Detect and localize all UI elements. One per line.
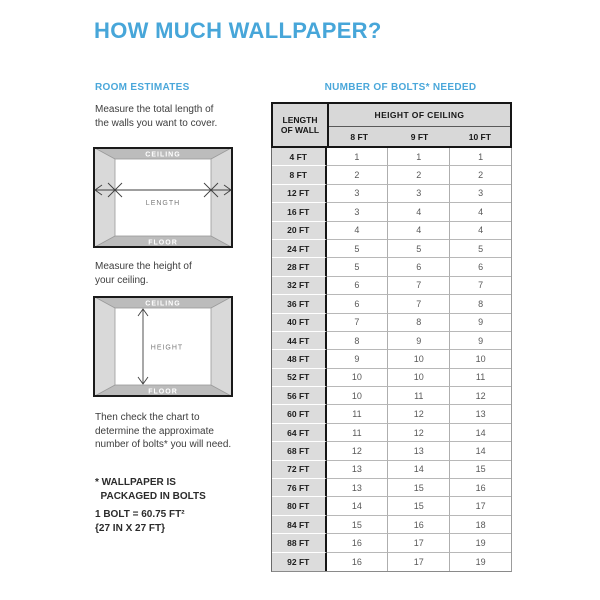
wall-length-cell: 28 FT: [272, 258, 327, 276]
bolt-count-cell: 9: [450, 332, 511, 350]
wall-length-cell: 20 FT: [272, 222, 327, 240]
wall-length-cell: 4 FT: [272, 148, 327, 166]
wall-length-cell: 12 FT: [272, 185, 327, 203]
bolt-count-cell: 15: [388, 497, 450, 515]
bolt-count-cell: 18: [450, 516, 511, 534]
bolt-count-cell: 9: [327, 350, 389, 368]
left-wall: [93, 296, 115, 397]
bolt-count-cell: 13: [327, 461, 389, 479]
wall-length-cell: 44 FT: [272, 332, 327, 350]
bolt-count-cell: 12: [388, 405, 450, 423]
bolt-count-cell: 17: [388, 553, 450, 571]
table-row: [272, 405, 511, 423]
bolt-count-cell: 11: [388, 387, 450, 405]
wall-length-cell: 32 FT: [272, 277, 327, 295]
bolt-count-cell: 15: [327, 516, 389, 534]
table-row: [272, 332, 511, 350]
bolt-count-cell: 19: [450, 553, 511, 571]
bolt-count-cell: 11: [327, 405, 389, 423]
bolt-count-cell: 9: [450, 314, 511, 332]
instruction-check-chart: Then check the chart to determine the approximate number of bolts* you will need.: [95, 412, 232, 450]
wall-length-cell: 40 FT: [272, 314, 327, 332]
wall-length-cell: 88 FT: [272, 534, 327, 552]
wall-length-cell: 68 FT: [272, 442, 327, 460]
bolt-definition: 1 BOLT = 60.75 FT² {27 IN X 27 FT}: [95, 509, 185, 534]
table-row: [272, 314, 511, 332]
table-row: [272, 148, 511, 166]
wall-length-cell: 52 FT: [272, 369, 327, 387]
bolt-count-cell: 15: [450, 461, 511, 479]
bolt-count-cell: 2: [327, 166, 389, 184]
length-label: LENGTH: [145, 200, 181, 207]
bolt-count-cell: 15: [388, 479, 450, 497]
bolt-count-cell: 11: [327, 424, 389, 442]
bolt-count-cell: 9: [388, 332, 450, 350]
table-row: [272, 442, 511, 460]
table-row: [272, 497, 511, 515]
bolt-count-cell: 7: [388, 295, 450, 313]
table-row: [272, 166, 511, 184]
bolt-count-cell: 3: [327, 203, 389, 221]
table-row: [272, 295, 511, 313]
bolt-count-cell: 13: [450, 405, 511, 423]
table-row: [272, 553, 511, 571]
bolt-count-cell: 10: [388, 369, 450, 387]
right-wall: [211, 296, 233, 397]
bolt-count-cell: 14: [327, 497, 389, 515]
table-row: [272, 424, 511, 442]
bolt-count-cell: 4: [388, 203, 450, 221]
bolt-count-cell: 7: [450, 277, 511, 295]
bolt-count-cell: 12: [450, 387, 511, 405]
bolt-count-cell: 5: [327, 258, 389, 276]
table-row: [272, 461, 511, 479]
bolt-count-cell: 4: [388, 222, 450, 240]
bolt-count-cell: 7: [327, 314, 389, 332]
bolt-count-cell: 14: [450, 442, 511, 460]
bolt-count-cell: 12: [388, 424, 450, 442]
table-row: [272, 222, 511, 240]
bolt-count-cell: 5: [450, 240, 511, 258]
wall-length-cell: 8 FT: [272, 166, 327, 184]
bolt-count-cell: 6: [388, 258, 450, 276]
floor-label: FLOOR: [148, 388, 178, 396]
row-header-length-of-wall: LENGTH OF WALL: [273, 104, 329, 146]
instruction-measure-length: Measure the total length of the walls you want to cover.: [95, 104, 218, 129]
wall-length-cell: 36 FT: [272, 295, 327, 313]
bolt-count-cell: 4: [327, 222, 389, 240]
room-height-diagram: [93, 296, 233, 397]
bolt-count-cell: 8: [450, 295, 511, 313]
bolt-count-cell: 4: [450, 203, 511, 221]
bolt-count-cell: 13: [327, 479, 389, 497]
section-title-room-estimates: ROOM ESTIMATES: [95, 82, 190, 93]
bolt-count-cell: 7: [388, 277, 450, 295]
table-row: [272, 185, 511, 203]
bolt-count-cell: 1: [327, 148, 389, 166]
table-row: [272, 387, 511, 405]
bolt-count-cell: 10: [388, 350, 450, 368]
bolt-count-cell: 19: [450, 534, 511, 552]
group-header-height-of-ceiling: HEIGHT OF CEILING: [329, 104, 510, 127]
bolt-count-cell: 10: [327, 369, 389, 387]
bolt-count-cell: 10: [327, 387, 389, 405]
wall-length-cell: 60 FT: [272, 405, 327, 423]
bolt-count-cell: 11: [450, 369, 511, 387]
table-row: [272, 258, 511, 276]
bolt-count-cell: 14: [388, 461, 450, 479]
bolt-count-cell: 17: [450, 497, 511, 515]
bolt-count-cell: 3: [450, 185, 511, 203]
ceiling-label: CEILING: [145, 151, 181, 159]
page-title: HOW MUCH WALLPAPER?: [94, 18, 382, 43]
table-row: [272, 516, 511, 534]
bolt-count-cell: 16: [388, 516, 450, 534]
right-wall: [211, 147, 233, 248]
bolt-count-cell: 5: [327, 240, 389, 258]
wall-length-cell: 72 FT: [272, 461, 327, 479]
bolt-count-cell: 6: [327, 277, 389, 295]
ceiling-label: CEILING: [145, 300, 181, 308]
wall-length-cell: 48 FT: [272, 350, 327, 368]
bolt-count-cell: 14: [450, 424, 511, 442]
bolt-count-cell: 6: [327, 295, 389, 313]
wall-length-cell: 92 FT: [272, 553, 327, 571]
bolt-count-cell: 2: [388, 166, 450, 184]
table-row: [272, 534, 511, 552]
bolt-count-cell: 13: [388, 442, 450, 460]
wall-length-cell: 24 FT: [272, 240, 327, 258]
bolt-count-cell: 3: [327, 185, 389, 203]
height-label: HEIGHT: [150, 344, 184, 352]
table-row: [272, 479, 511, 497]
bolt-count-cell: 6: [450, 258, 511, 276]
bolt-count-cell: 3: [388, 185, 450, 203]
wall-length-cell: 84 FT: [272, 516, 327, 534]
table-row: [272, 369, 511, 387]
column-header-9ft: 9 FT: [410, 131, 429, 142]
bolt-count-cell: 1: [388, 148, 450, 166]
bolt-count-cell: 2: [450, 166, 511, 184]
bolt-count-cell: 5: [388, 240, 450, 258]
table-row: [272, 350, 511, 368]
table-row: [272, 240, 511, 258]
bolt-count-cell: 4: [450, 222, 511, 240]
bolt-count-cell: 12: [327, 442, 389, 460]
table-header: [271, 102, 512, 148]
table-body: [271, 148, 512, 572]
wall-length-cell: 16 FT: [272, 203, 327, 221]
room-length-diagram: [93, 147, 233, 248]
wall-length-cell: 64 FT: [272, 424, 327, 442]
wall-length-cell: 76 FT: [272, 479, 327, 497]
wall-length-cell: 56 FT: [272, 387, 327, 405]
column-header-8ft: 8 FT: [350, 131, 368, 142]
column-header-10ft: 10 FT: [468, 131, 491, 142]
bolt-count-cell: 8: [327, 332, 389, 350]
left-wall: [93, 147, 115, 248]
bolt-count-cell: 16: [450, 479, 511, 497]
floor-label: FLOOR: [148, 239, 178, 247]
section-title-bolts-needed: NUMBER OF BOLTS* NEEDED: [324, 82, 477, 93]
bolt-count-cell: 16: [327, 553, 389, 571]
bolt-count-cell: 8: [388, 314, 450, 332]
table-row: [272, 277, 511, 295]
table-row: [272, 203, 511, 221]
bolt-count-cell: 16: [327, 534, 389, 552]
bolt-count-cell: 10: [450, 350, 511, 368]
instruction-measure-height: Measure the height of your ceiling.: [95, 261, 192, 286]
wall-length-cell: 80 FT: [272, 497, 327, 515]
wallpaper-bolts-footnote: * WALLPAPER IS PACKAGED IN BOLTS: [95, 477, 206, 502]
bolt-count-cell: 17: [388, 534, 450, 552]
bolts-table: [271, 102, 512, 572]
bolt-count-cell: 1: [450, 148, 511, 166]
back-wall: [115, 159, 211, 236]
